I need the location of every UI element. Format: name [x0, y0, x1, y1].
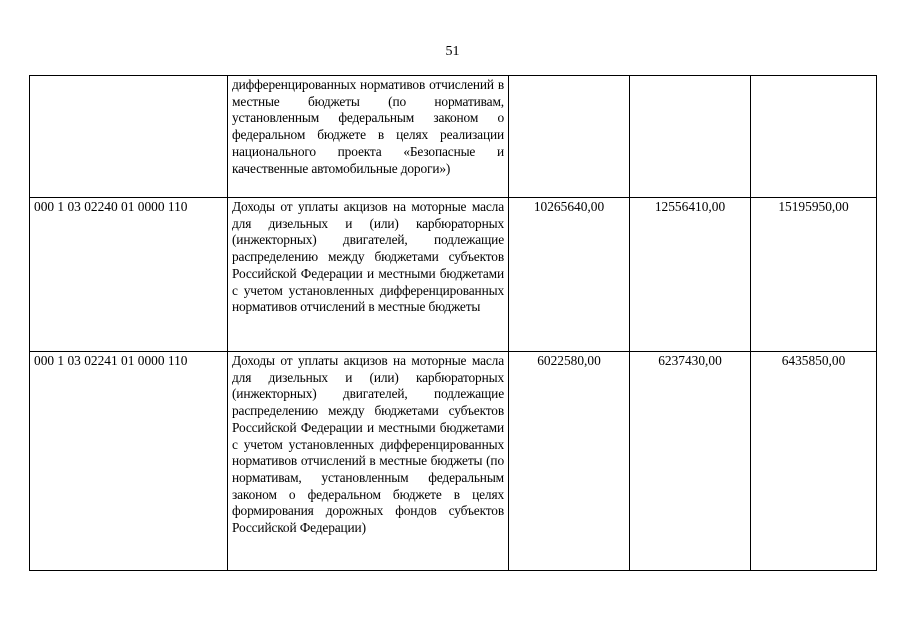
year1-amount-cell: 6022580,00 — [509, 352, 630, 571]
year2-amount-cell: 12556410,00 — [630, 198, 751, 352]
year3-amount-cell: 15195950,00 — [751, 198, 877, 352]
revenue-description-cell: Доходы от уплаты акцизов на моторные масла для дизельных и (или) карбюраторных (инжекторных) двигателей, подлежащие распределению между бюджетами субъектов Российской Федерации и местными бюджетами с учетом установленных дифференцированных нормативов отчислений в местные бюджеты — [228, 198, 509, 352]
revenue-code-cell: 000 1 03 02240 01 0000 110 — [30, 198, 228, 352]
revenue-description-cell: Доходы от уплаты акцизов на моторные масла для дизельных и (или) карбюраторных (инжекторных) двигателей, подлежащие распределению между бюджетами субъектов Российской Федерации и местными бюджетами с учетом установленных дифференцированных нормативов отчислений в местные бюджеты (по нормативам, установленным федеральным законом о федеральном бюджете в целях формирования дорожных фондов субъектов Российской Федерации) — [228, 352, 509, 571]
page-number: 51 — [445, 44, 460, 59]
revenue-description-cell: дифференцированных нормативов отчислений в местные бюджеты (по нормативам, установленным федеральным законом о федеральном бюджете в целях реализации национального проекта «Безопасные и качественные автомобильные дороги») — [228, 76, 509, 198]
year3-amount-cell — [751, 76, 877, 198]
year1-amount-cell — [509, 76, 630, 198]
revenue-code-cell — [30, 76, 228, 198]
budget-revenue-table — [29, 75, 877, 571]
year2-amount-cell — [630, 76, 751, 198]
table-row — [30, 198, 877, 352]
table-row — [30, 352, 877, 571]
year2-amount-cell: 6237430,00 — [630, 352, 751, 571]
revenue-code-cell: 000 1 03 02241 01 0000 110 — [30, 352, 228, 571]
year1-amount-cell: 10265640,00 — [509, 198, 630, 352]
table-row — [30, 76, 877, 198]
year3-amount-cell: 6435850,00 — [751, 352, 877, 571]
